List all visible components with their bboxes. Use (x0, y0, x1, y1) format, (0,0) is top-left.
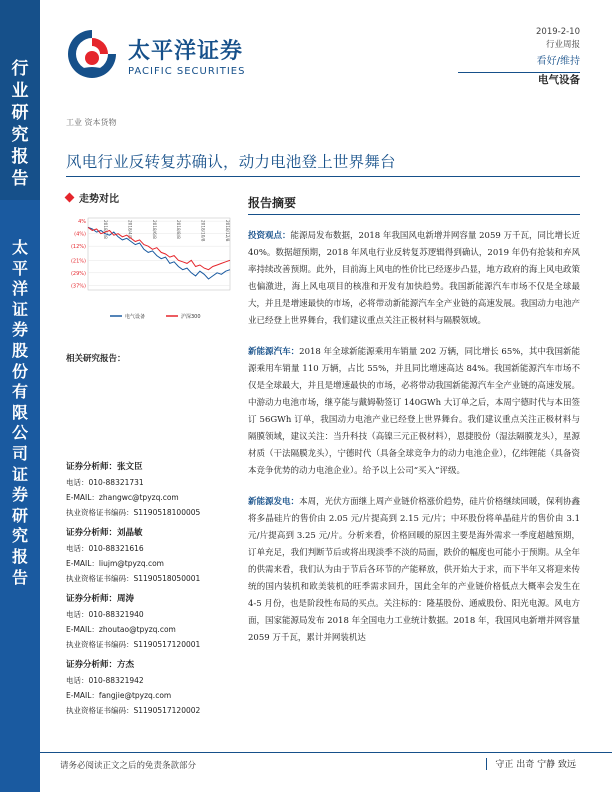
summary-heading: 报告摘要 (248, 196, 297, 210)
analyst-phone: 电话：010-88321731 (66, 478, 144, 487)
company-char: 究 (11, 526, 28, 546)
company-char: 报 (11, 546, 28, 566)
report-type-char: 究 (11, 125, 29, 145)
analyst-email[interactable]: E-MAIL：fangjie@tpyzq.com (66, 691, 172, 700)
footer-divider (40, 752, 612, 753)
analyst-name: 证券分析师：方杰 (66, 660, 135, 670)
analyst-cert: 执业资格证书编码：S1190518050001 (66, 574, 201, 583)
report-type-char: 告 (11, 169, 29, 189)
related-reports-heading: 相关研究报告： (66, 354, 126, 364)
analyst-name: 证券分析师：刘晶敏 (66, 528, 143, 538)
trend-heading (66, 190, 119, 205)
logo-chinese-name: 太平洋证券 (128, 39, 244, 64)
trend-chart (66, 212, 236, 332)
diamond-bullet-icon (65, 193, 75, 203)
summary-body (248, 228, 580, 661)
y-tick-label: 4% (78, 219, 86, 226)
paragraph-text: 本周，光伏方面继上周产业链价格涨价趋势，硅片价格继续回暖，保利协鑫将多晶硅片的售价由 2.05 元/片提高到 2.15 元/片；中环股份将单晶硅片的售价由 3.1 元/片提高到 3.25 元/片。分析来看，价格回暖的原因主要是海外需求一季度超越预期，订单充足，我们判断节后或将出现淡季不淡的局面，跌价的幅度也可能小于预期。从全年的供需来看，我们认为由于节后各环节的产能释放，供开始大于求，而下半年又将迎来传统的国内装机和欧美装机的旺季需求回升，国此全年的产业链价格低点大概率会发生在 4-5 月份，也是阶段性布局的买点。关注标的：隆基股份、通威股份、阳光电源。风电方面，国家能源局发布 2018 年全国电力工业统计数据。2018 年，我国风电新增并网容量 2059 万千瓦，累计并网装机达 (248, 497, 580, 643)
analyst-email[interactable]: E-MAIL：zhangwc@tpyzq.com (66, 493, 179, 502)
y-tick-label: (21%) (70, 258, 86, 265)
logo-english-name: PACIFIC SECURITIES (128, 66, 246, 77)
paragraph-text: 能源局发布数据，2018 年我国风电新增并网容量 2059 万千瓦，同比增长近 40%。数据超预期，2018 年风电行业反转复苏逻辑得到确认，2019 年仍有抢装和弃风率持续改善预期。此外，目前海上风电的性价比已经逐步凸显，地方政府的海上风电政策也偏激进，海上风电项目的核准和开发有加快趋势。我国新能源汽车市场不仅是全球最大，并且是增速最快的市场，必将带动新能源汽车全产业链的高速发展。我国动力电池产业已经登上世界舞台，我们建议重点关注正极材料与隔膜领域。 (248, 231, 580, 326)
company-char: 公 (11, 423, 28, 443)
report-date: 2019-2-10 (536, 27, 580, 37)
analyst-name: 证券分析师：张文臣 (66, 462, 143, 472)
report-title: 风电行业反转复苏确认，动力电池登上世界舞台 (66, 153, 396, 171)
analyst-list (66, 460, 241, 724)
company-char: 告 (11, 567, 28, 587)
x-tick-label: 2018/8/8 (176, 220, 182, 239)
report-meta (460, 26, 580, 87)
company-char: 有 (11, 382, 28, 402)
y-tick-label: (29%) (70, 270, 86, 277)
analyst-card (66, 526, 241, 586)
summary-paragraph (248, 344, 580, 480)
paragraph-lead: 新能源汽车： (248, 347, 300, 357)
company-char: 平 (11, 258, 28, 278)
meta-divider (458, 72, 580, 73)
analyst-phone: 电话：010-88321616 (66, 544, 144, 553)
footer-separator (486, 758, 487, 770)
summary-paragraph (248, 228, 580, 330)
analyst-cert: 执业资格证书编码：S1190517120002 (66, 706, 201, 715)
analyst-card (66, 460, 241, 520)
footer-disclaimer: 请务必阅读正文之后的免责条款部分 (60, 761, 197, 771)
company-char: 份 (11, 361, 28, 381)
trend-heading-label: 走势对比 (79, 194, 119, 205)
x-tick-label: 2018/12/8 (225, 220, 230, 242)
x-tick-label: 2018/10/8 (200, 220, 206, 242)
y-tick-label: (37%) (70, 283, 86, 290)
category-label: 工业 资本货物 (66, 118, 117, 127)
side-band (0, 0, 40, 792)
report-type-char: 研 (11, 103, 29, 123)
company-char: 证 (11, 299, 28, 319)
company-char: 券 (11, 320, 28, 340)
company-char: 券 (11, 485, 28, 505)
analyst-phone: 电话：010-88321940 (66, 610, 144, 619)
report-type: 行业周报 (545, 40, 580, 50)
analyst-phone: 电话：010-88321942 (66, 676, 144, 685)
legend-label: 沪深300 (181, 314, 201, 320)
x-tick-label: 2018/6/8 (151, 220, 157, 239)
summary-paragraph (248, 494, 580, 647)
pacific-securities-logo-icon (64, 26, 120, 82)
paragraph-text: 2018 年全球新能源乘用车销量 202 万辆，同比增长 65%，其中我国新能源乘用车销量 110 万辆，占比 55%，并且同比增速高达 84%。我国新能源汽车市场不仅是全球最大，并且是增速最快的市场，必将带动我国新能源汽车全产业链的高速发展。中游动力电池市场，继亨能与戴姆勒签订 140GWh 大订单之后，本周宁德时代与本田签订 56GWh 订单，我国动力电池产业已经登上世界舞台。我们建议重点关注正极材料与隔膜领域，建议关注：当升科技（高镍三元正极材料），恩捷股份（湿法隔膜龙头），星源材质（干法隔膜龙头），宁德时代（具备全球竞争力的动力电池企业），亿纬锂能（具备资本竞争优势的动力电池企业）。给予以上公司“买入”评级。 (248, 347, 580, 476)
summary-divider (248, 214, 580, 215)
company-vertical-text (0, 238, 40, 588)
report-type-vertical-text (0, 58, 40, 190)
y-tick-label: (12%) (70, 244, 86, 251)
analyst-cert: 执业资格证书编码：S1190517120001 (66, 640, 201, 649)
industry: 电气设备 (538, 74, 580, 86)
company-char: 股 (11, 340, 28, 360)
analyst-cert: 执业资格证书编码：S1190518100005 (66, 508, 201, 517)
report-type-char: 行 (11, 59, 29, 79)
company-char: 洋 (11, 279, 28, 299)
analyst-name: 证券分析师：周涛 (66, 594, 135, 604)
legend-label: 电气设备 (125, 314, 146, 320)
report-type-char: 报 (11, 147, 29, 167)
series-line-0 (88, 227, 230, 279)
rating: 看好/维持 (536, 56, 580, 67)
analyst-email[interactable]: E-MAIL：liujm@tpyzq.com (66, 559, 164, 568)
company-logo (64, 26, 264, 82)
analyst-card (66, 592, 241, 652)
paragraph-lead: 投资观点： (248, 231, 291, 241)
footer-motto-text: 守正 出奇 宁静 致远 (495, 760, 576, 770)
report-type-char: 业 (11, 81, 29, 101)
x-tick-label: 2018/2/8 (103, 220, 108, 239)
analyst-card (66, 658, 241, 718)
paragraph-lead: 新能源发电： (248, 497, 300, 507)
company-char: 研 (11, 505, 28, 525)
company-char: 证 (11, 464, 28, 484)
analyst-email[interactable]: E-MAIL：zhoutao@tpyzq.com (66, 625, 176, 634)
x-tick-label: 2018/4/8 (127, 220, 133, 239)
company-char: 司 (11, 443, 28, 463)
footer-motto (486, 757, 576, 770)
y-tick-label: (4%) (74, 231, 86, 238)
company-char: 限 (11, 402, 28, 422)
company-char: 太 (11, 238, 28, 257)
title-divider (66, 176, 580, 177)
